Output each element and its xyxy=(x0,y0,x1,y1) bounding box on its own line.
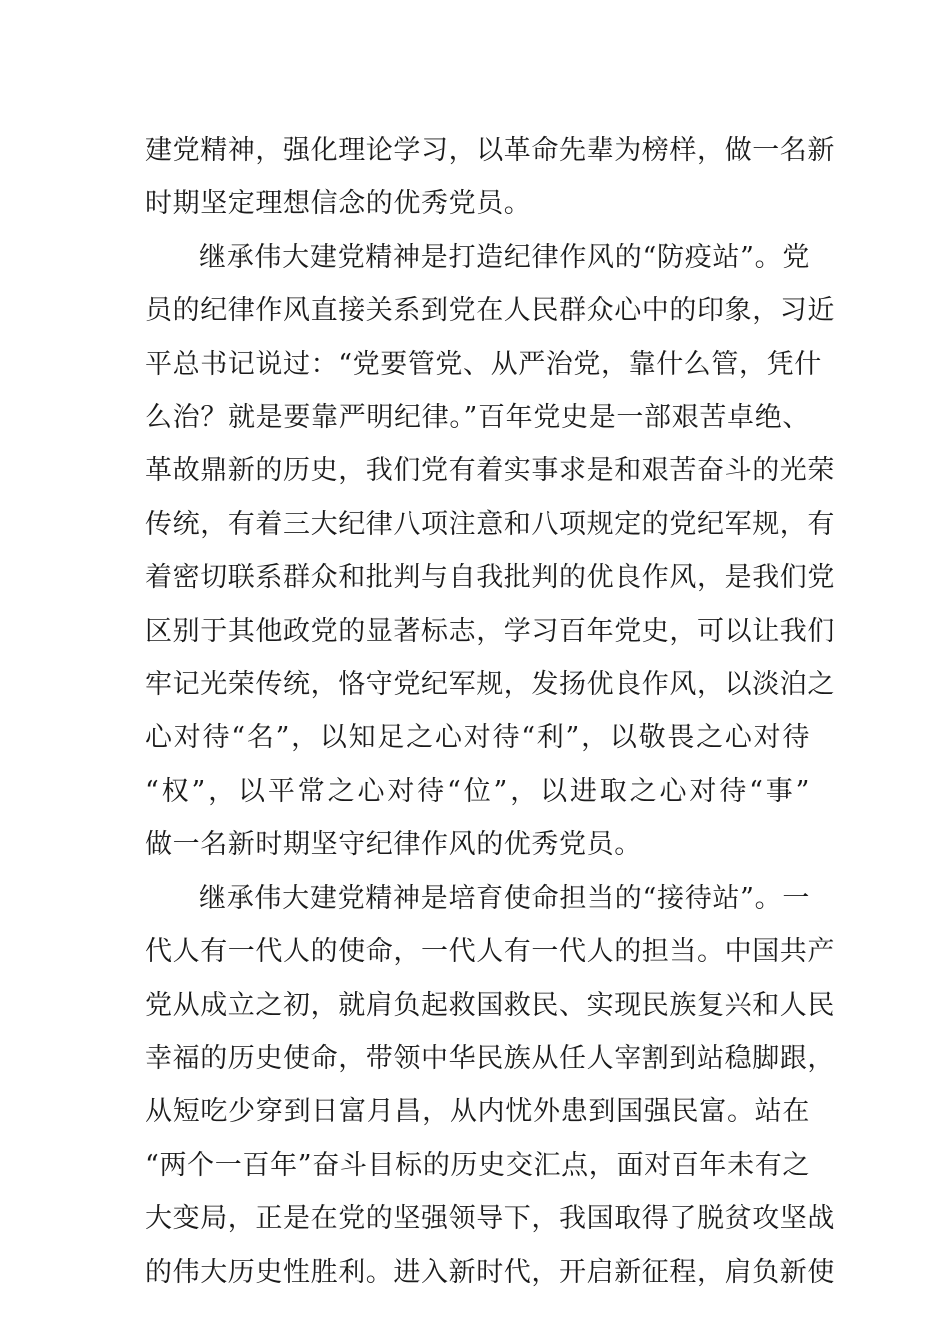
text-line: 着密切联系群众和批判与自我批判的优良作风，是我们党 xyxy=(145,562,835,594)
text-line: 继承伟大建党精神是打造纪律作风的“防疫站”。党 xyxy=(199,241,810,273)
paragraph-2 xyxy=(145,231,835,872)
text-line: 心对待“名”，以知足之心对待“利”，以敬畏之心对待 xyxy=(145,722,810,754)
text-line: 幸福的历史使命，带领中华民族从任人宰割到站稳脚跟， xyxy=(145,1042,835,1074)
text-line: “权”，以平常之心对待“位”，以进取之心对待“事” xyxy=(145,775,810,807)
text-line: 时期坚定理想信念的优秀党员。 xyxy=(145,188,532,220)
paragraph-3 xyxy=(145,872,835,1299)
text-line: 革故鼎新的历史，我们党有着实事求是和艰苦奋斗的光荣 xyxy=(145,455,835,487)
text-line: 牢记光荣传统，恪守党纪军规，发扬优良作风，以淡泊之 xyxy=(145,669,835,701)
text-line: 传统，有着三大纪律八项注意和八项规定的党纪军规，有 xyxy=(145,508,835,540)
text-line: 做一名新时期坚守纪律作风的优秀党员。 xyxy=(145,829,642,861)
text-line: 区别于其他政党的显著标志，学习百年党史，可以让我们 xyxy=(145,615,835,647)
text-line: 代人有一代人的使命，一代人有一代人的担当。中国共产 xyxy=(145,936,835,968)
text-line: 么治？就是要靠严明纪律。”百年党史是一部艰苦卓绝、 xyxy=(145,402,810,434)
text-line: 继承伟大建党精神是培育使命担当的“接待站”。一 xyxy=(199,882,810,914)
paragraph-1 xyxy=(145,124,835,231)
text-line: 建党精神，强化理论学习，以革命先辈为榜样，做一名新 xyxy=(145,135,835,166)
text-line: 平总书记说过：“党要管党、从严治党，靠什么管，凭什 xyxy=(145,348,822,380)
body-text xyxy=(145,124,835,1299)
text-line: 大变局，正是在党的坚强领导下，我国取得了脱贫攻坚战 xyxy=(145,1203,835,1235)
text-line: “两个一百年”奋斗目标的历史交汇点，面对百年未有之 xyxy=(145,1149,810,1181)
text-line: 的伟大历史性胜利。进入新时代，开启新征程，肩负新使 xyxy=(145,1256,835,1288)
text-line: 员的纪律作风直接关系到党在人民群众心中的印象，习近 xyxy=(145,295,835,327)
text-line: 党从成立之初，就肩负起救国救民、实现民族复兴和人民 xyxy=(145,989,835,1021)
text-line: 从短吃少穿到日富月昌，从内忧外患到国强民富。站在 xyxy=(145,1096,810,1128)
